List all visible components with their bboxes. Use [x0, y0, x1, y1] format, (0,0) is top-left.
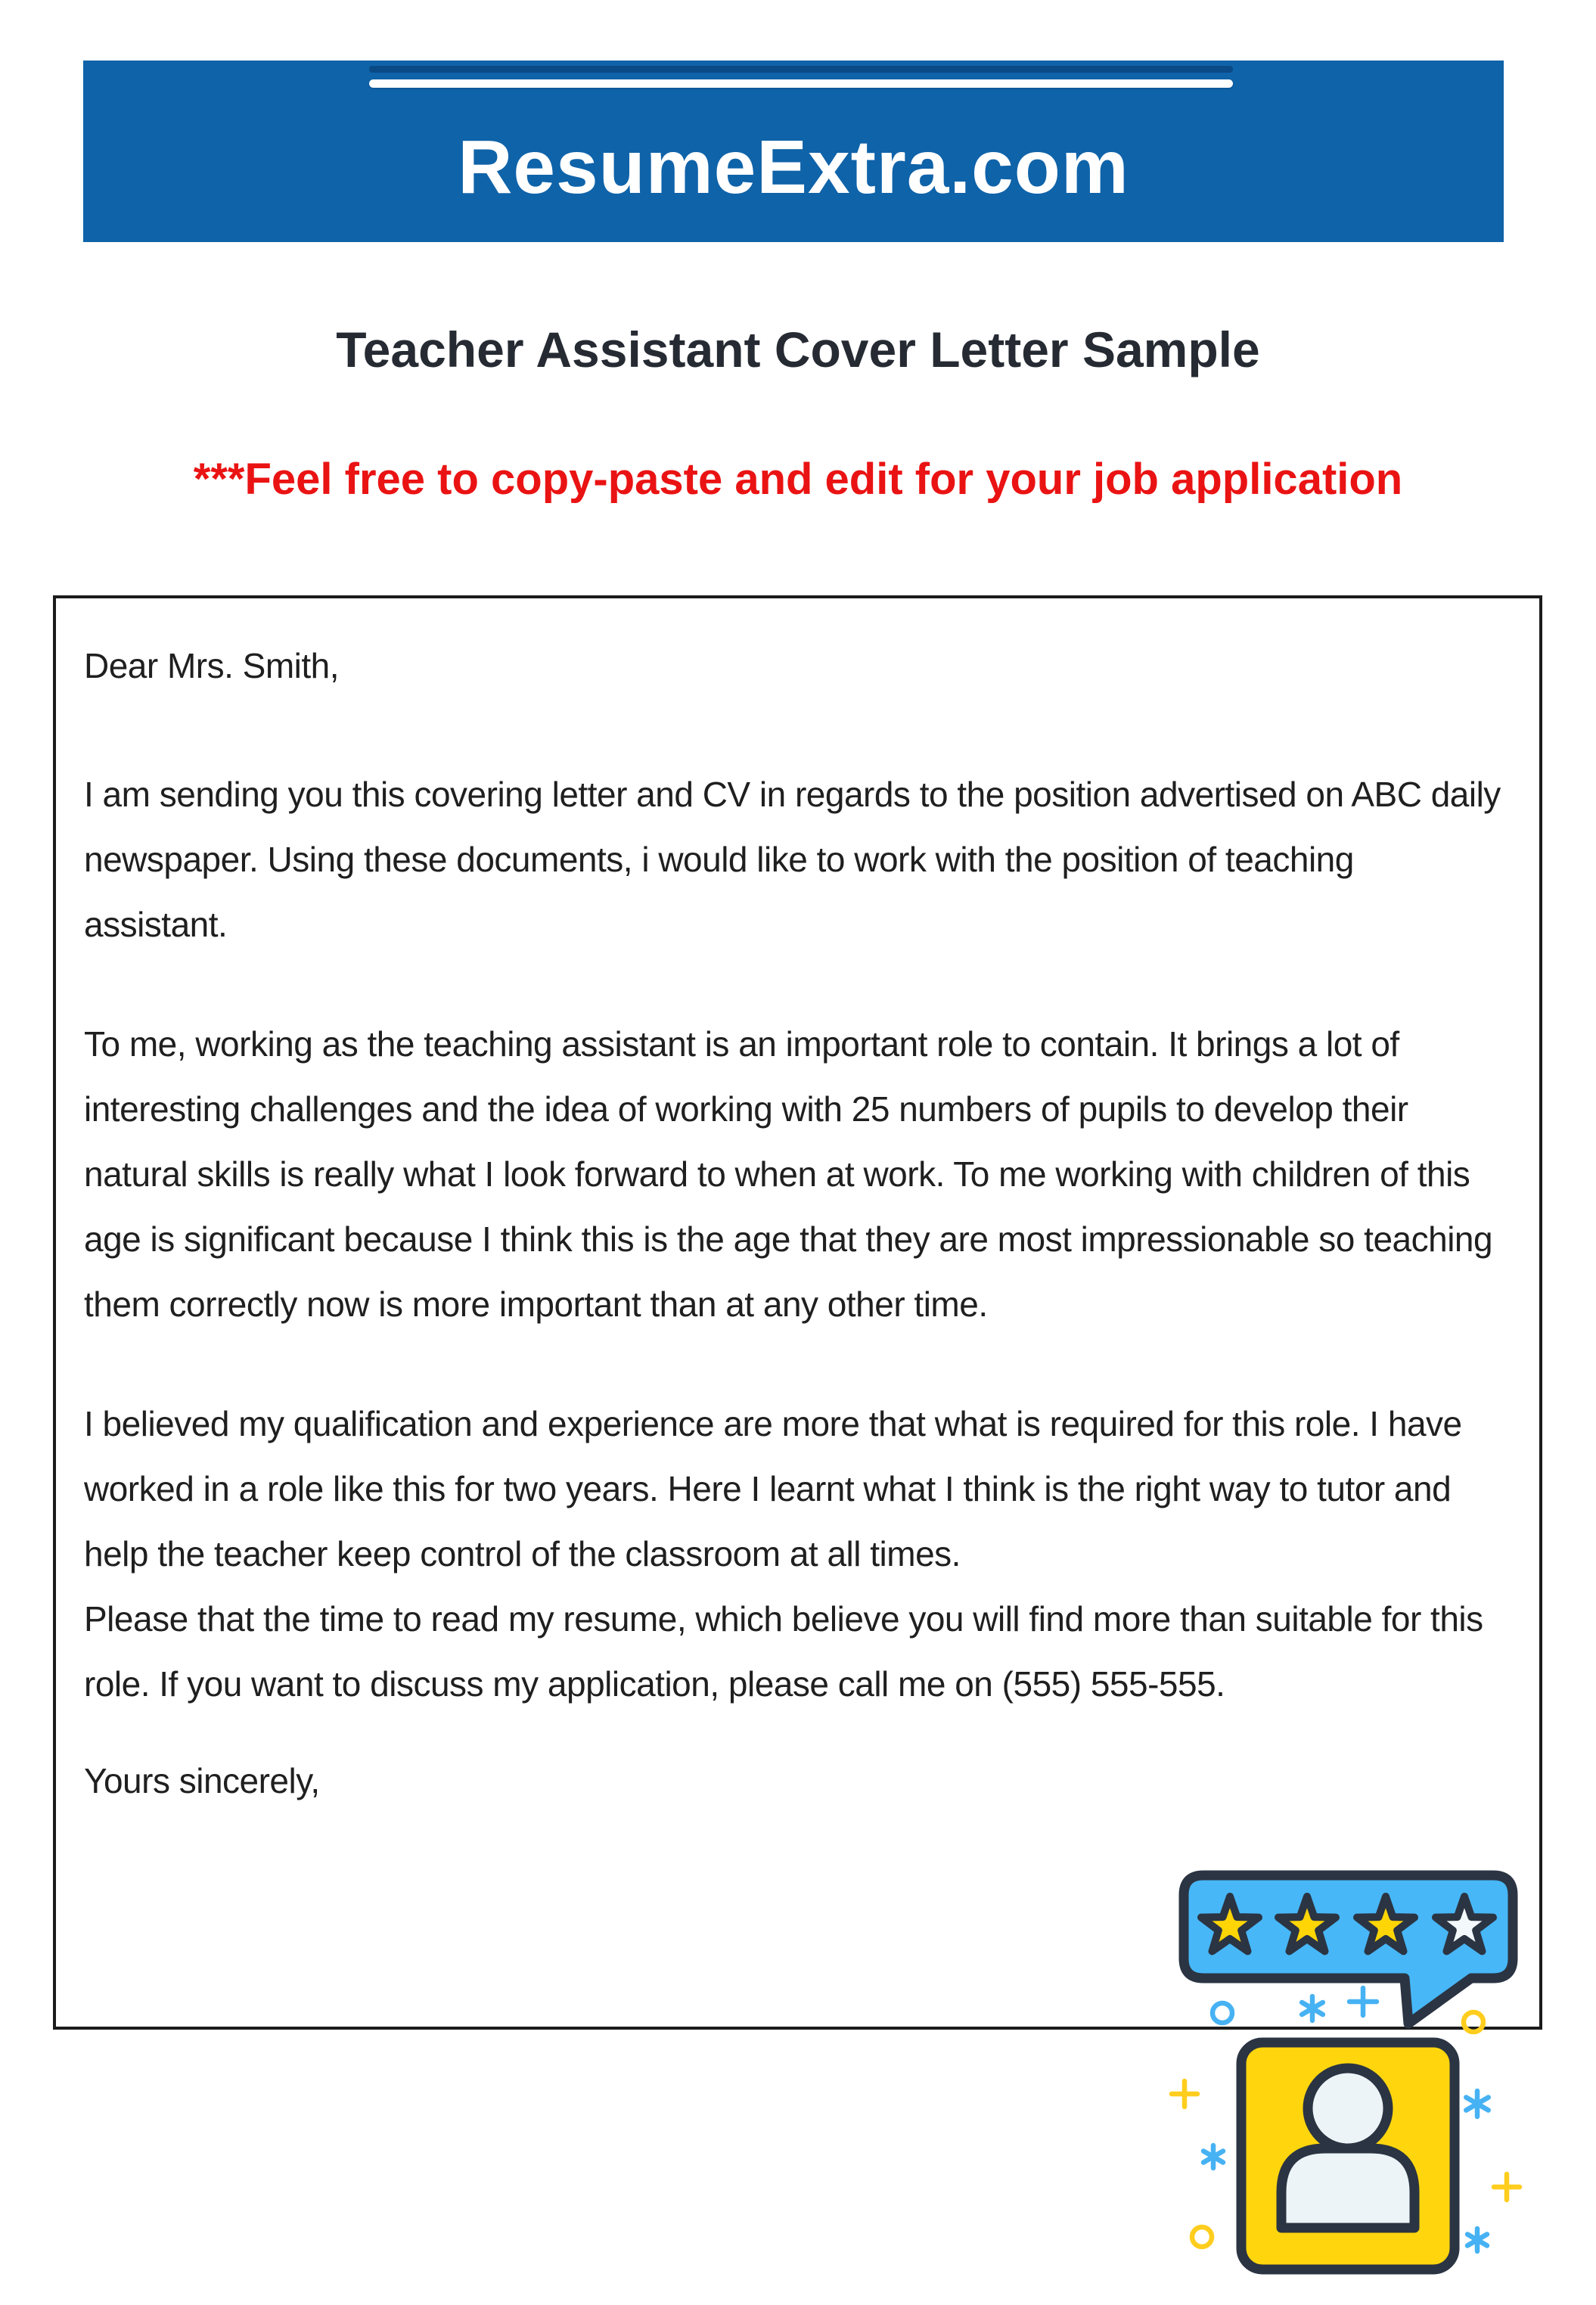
deco-circle-yellow-icon [1192, 2227, 1212, 2247]
deco-plus-yellow-icon [1172, 2081, 1197, 2107]
site-banner [83, 61, 1504, 242]
deco-circle-blue-icon [1213, 2003, 1232, 2023]
letter-closing: Yours sincerely, [84, 1761, 320, 1800]
deco-asterisk-blue-icon [1466, 2091, 1488, 2117]
deco-asterisk-blue-icon [1302, 1996, 1323, 2021]
deco-plus-yellow-icon [1494, 2174, 1520, 2200]
page-title: Teacher Assistant Cover Letter Sample [336, 322, 1260, 377]
person-avatar-head [1308, 2068, 1388, 2148]
letter-paragraph-4: Please that the time to read my resume, which believe you will find more than suitable for this role. If you want to discuss my application, please call me on (555) 555-555. [84, 1599, 1483, 1704]
deco-asterisk-blue-icon [1203, 2145, 1223, 2168]
banner-accent-line-shadow [369, 66, 1233, 73]
letter-paragraph-1: I am sending you this covering letter and CV in regards to the position advertised on ABC daily newspaper. Using these documents, i would like to work with the position of teaching assistant. [84, 775, 1501, 944]
person-avatar-body [1281, 2148, 1414, 2228]
letter-box [53, 595, 1542, 2030]
deco-circle-yellow-icon [1464, 2012, 1483, 2032]
copy-paste-notice: ***Feel free to copy-paste and edit for your job application [193, 455, 1403, 504]
rating-illustration [1165, 1838, 1596, 2305]
deco-asterisk-blue-icon [1467, 2229, 1487, 2251]
deco-plus-blue-icon [1349, 1988, 1377, 2015]
banner-accent-line [369, 79, 1233, 88]
letter-paragraph-3: I believed my qualification and experience are more that what is required for this role. I have worked in a role like this for two years. Here I learnt what I think is the right way to tutor and help the teacher keep control of the classroom at all times. [84, 1404, 1462, 1573]
letter-salutation: Dear Mrs. Smith, [84, 646, 340, 685]
site-logo: ResumeExtra.com [458, 125, 1129, 210]
letter-paragraph-2: To me, working as the teaching assistant is an important role to contain. It brings a lot of interesting challenges and the idea of working with 25 numbers of pupils to develop their natural skills is really what I look forward to when at work. To me working with children of this age is significant because I think this is the age that they are most impressionable so teaching them correctly now is more important than at any other time. [84, 1024, 1493, 1324]
